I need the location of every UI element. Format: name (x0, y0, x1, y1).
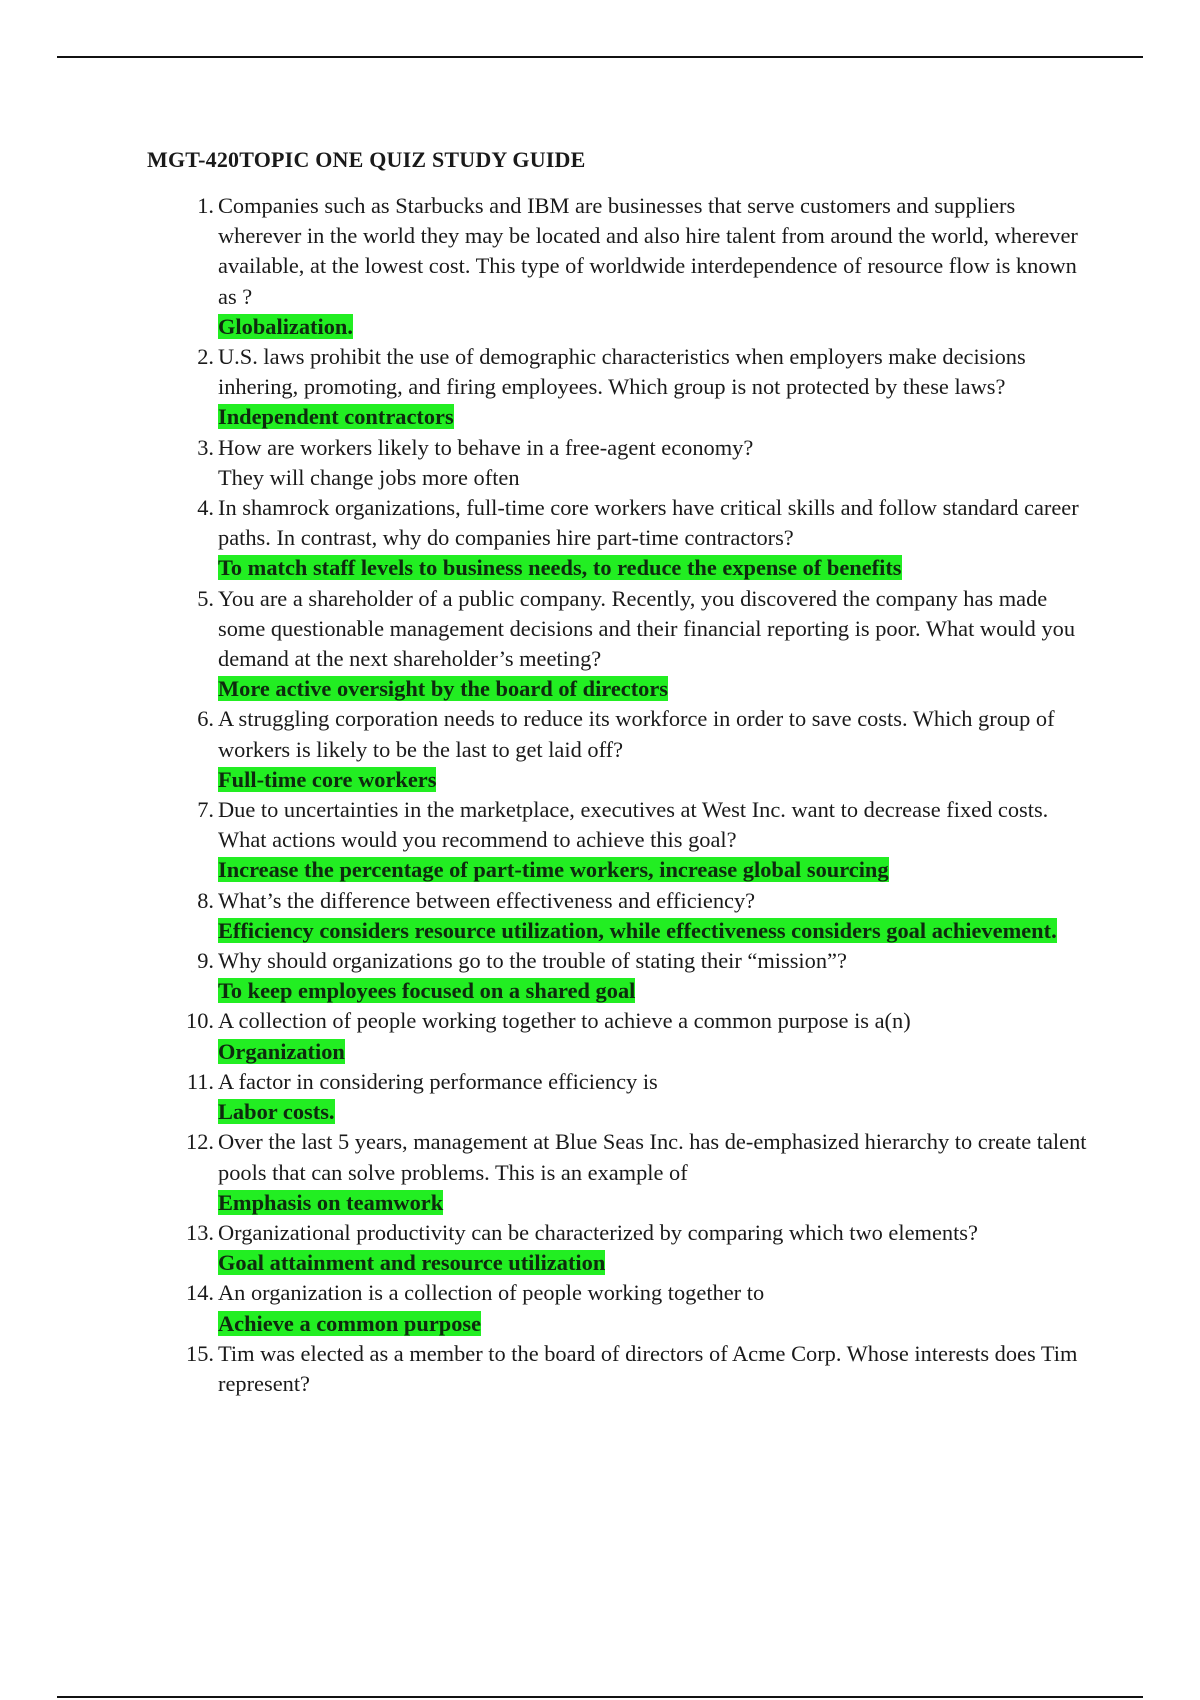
highlighted-answer (218, 312, 1100, 342)
bottom-rule (57, 1696, 1143, 1698)
question-item (180, 1006, 1100, 1066)
question-number: 15. (186, 1340, 214, 1366)
question-number: 5. (197, 585, 214, 611)
highlighted-answer (218, 1248, 1100, 1278)
question-text: What’s the difference between effectiveness and efficiency? (218, 887, 756, 913)
answer-text: Emphasis on teamwork (218, 1189, 444, 1215)
highlighted-answer (218, 1037, 1100, 1067)
question-text: An organization is a collection of people working together to (218, 1280, 765, 1306)
question-text: You are a shareholder of a public company. Recently, you discovered the company has made some questionable management decisions and their financial reporting is poor. What would you demand at the next shareholder’s meeting? (218, 585, 1076, 672)
question-number: 7. (197, 797, 214, 823)
highlighted-answer (218, 674, 1100, 704)
highlighted-answer (218, 1309, 1100, 1339)
question-text: A collection of people working together to achieve a common purpose is a(n) (218, 1008, 911, 1034)
top-rule (57, 56, 1143, 58)
question-text: Why should organizations go to the trouble of stating their “mission”? (218, 948, 847, 974)
question-item (180, 342, 1100, 433)
answer-text: Organization (218, 1038, 345, 1064)
question-text: U.S. laws prohibit the use of demographic characteristics when employers make decisions inhering, promoting, and firing employees. Which group is not protected by these laws? (218, 344, 1026, 400)
question-item (180, 1127, 1100, 1218)
question-item (180, 1218, 1100, 1278)
highlighted-answer (218, 1097, 1100, 1127)
question-item (180, 191, 1100, 342)
question-item (180, 1339, 1100, 1399)
answer-text: Increase the percentage of part-time workers, increase global sourcing (218, 857, 889, 883)
question-number: 6. (197, 706, 214, 732)
question-number: 4. (197, 495, 214, 521)
question-number: 1. (197, 193, 214, 218)
question-number: 3. (197, 434, 214, 460)
answer-text: They will change jobs more often (218, 464, 520, 490)
answer-text: Labor costs. (218, 1099, 335, 1125)
question-number: 9. (197, 948, 214, 974)
answer-text: Efficiency considers resource utilization, while effectiveness considers goal achievement. (218, 917, 1057, 943)
question-text: Organizational productivity can be characterized by comparing which two elements? (218, 1219, 978, 1245)
answer-text: Goal attainment and resource utilization (218, 1250, 606, 1276)
highlighted-answer (218, 916, 1100, 946)
question-text: Over the last 5 years, management at Blue Seas Inc. has de-emphasized hierarchy to create talent pools that can solve problems. This is an example of (218, 1129, 1087, 1185)
highlighted-answer (218, 765, 1100, 795)
question-text: A factor in considering performance efficiency is (218, 1068, 658, 1094)
question-text: Companies such as Starbucks and IBM are businesses that serve customers and suppliers wherever in the world they may be located and also hire talent from around the world, wherever available, at the lowest cost. This type of worldwide interdependence of resource flow is known as ? (218, 193, 1078, 309)
question-list (180, 191, 1100, 1399)
highlighted-answer (218, 553, 1100, 583)
question-number: 10. (186, 1008, 214, 1034)
answer-text: More active oversight by the board of directors (218, 676, 668, 702)
answer-text: Independent contractors (218, 404, 454, 430)
question-number: 14. (186, 1280, 214, 1306)
question-text: A struggling corporation needs to reduce its workforce in order to save costs. Which group of workers is likely to be the last to get laid off? (218, 706, 1055, 762)
question-item (180, 1278, 1100, 1338)
highlighted-answer (218, 855, 1100, 885)
question-text: How are workers likely to behave in a free-agent economy? (218, 434, 754, 460)
question-text: Tim was elected as a member to the board of directors of Acme Corp. Whose interests does Tim represent? (218, 1340, 1078, 1396)
question-number: 13. (186, 1219, 214, 1245)
question-text: In shamrock organizations, full-time core workers have critical skills and follow standard career paths. In contrast, why do companies hire part-time contractors? (218, 495, 1079, 551)
document-title: MGT-420TOPIC ONE QUIZ STUDY GUIDE (147, 147, 586, 172)
question-number: 12. (186, 1129, 214, 1155)
question-number: 2. (197, 344, 214, 370)
question-item (180, 795, 1100, 886)
question-item (180, 1067, 1100, 1127)
question-number: 11. (186, 1068, 214, 1094)
highlighted-answer (218, 1188, 1100, 1218)
question-item (180, 584, 1100, 705)
question-item (180, 704, 1100, 795)
question-item (180, 946, 1100, 1006)
answer-text: To match staff levels to business needs, to reduce the expense of benefits (218, 555, 902, 581)
answer-text: Achieve a common purpose (218, 1310, 482, 1336)
question-number: 8. (197, 887, 214, 913)
answer-text: To keep employees focused on a shared goal (218, 978, 636, 1004)
question-text: Due to uncertainties in the marketplace, executives at West Inc. want to decrease fixed costs. What actions would you recommend to achieve this goal? (218, 797, 1049, 853)
answer-text: Full-time core workers (218, 766, 437, 792)
question-item (180, 886, 1100, 946)
question-item (180, 433, 1100, 493)
question-item (180, 493, 1100, 584)
highlighted-answer (218, 402, 1100, 432)
answer-text: Globalization. (218, 313, 353, 339)
highlighted-answer (218, 976, 1100, 1006)
